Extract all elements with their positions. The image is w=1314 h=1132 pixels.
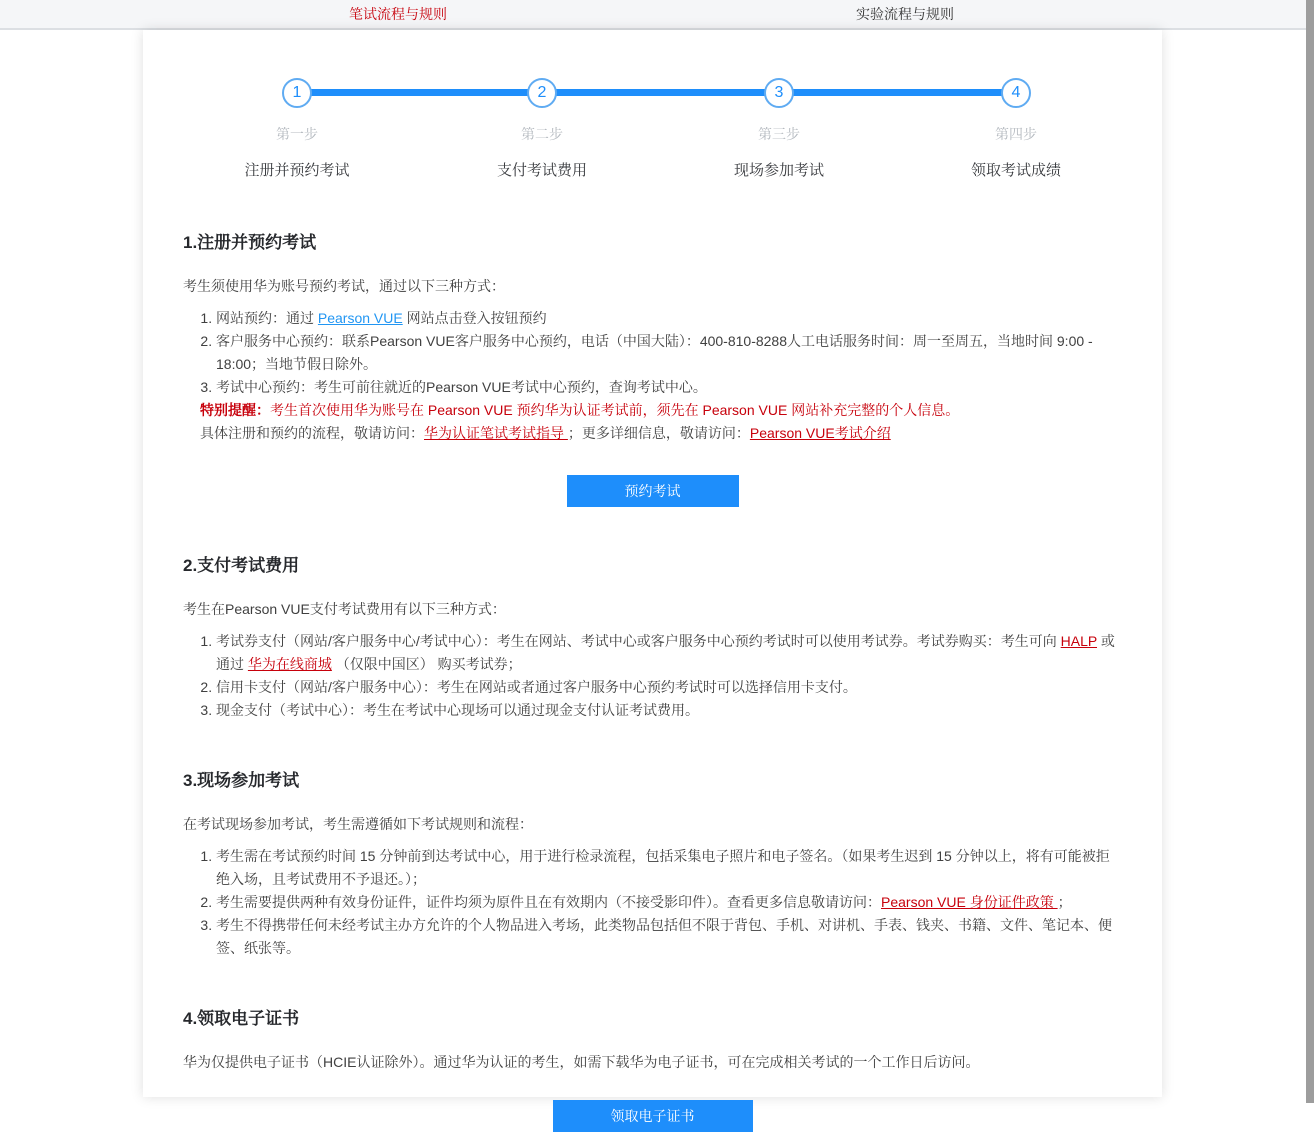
inline-link[interactable]: 华为在线商城 <box>247 656 332 672</box>
list-item <box>216 330 1122 376</box>
list-item <box>216 307 1122 330</box>
text-segment: 考生需在考试预约时间 15 分钟前到达考试中心，用于进行检录流程，包括采集电子照片和电子签名。（如果考生迟到 15 分钟以上，将有可能被拒绝入场，且考试费用不予退还。）； <box>216 848 1110 887</box>
section-2-list <box>183 630 1122 722</box>
text-segment: 考试中心预约：考生可前往就近的Pearson VUE考试中心预约，查询考试中心。 <box>216 379 707 395</box>
text-segment: 网站预约：通过 <box>216 310 318 326</box>
step-2-circle: 2 <box>527 78 557 108</box>
more-info-line <box>183 422 1122 445</box>
inline-link[interactable]: 华为认证笔试考试指导 <box>424 425 568 441</box>
section-3-list <box>183 845 1122 960</box>
stepper-step-1 <box>187 78 407 180</box>
tab-written-exam-rules[interactable]: 笔试流程与规则 <box>349 6 447 22</box>
stepper-step-2 <box>432 78 652 180</box>
inline-link[interactable]: Pearson VUE 身份证件政策 <box>881 894 1058 910</box>
step-4-circle: 4 <box>1001 78 1031 108</box>
step-2-sublabel: 第二步 <box>521 126 563 142</box>
step-1-sublabel: 第一步 <box>276 126 318 142</box>
text-segment: 特别提醒： <box>200 402 270 418</box>
top-tab-bar <box>0 0 1306 30</box>
stepper-step-3 <box>669 78 889 180</box>
card-content <box>143 228 1162 1132</box>
text-segment: 现金支付（考试中心）：考生在考试中心现场可以通过现金支付认证考试费用。 <box>216 702 699 718</box>
step-1-name: 注册并预约考试 <box>244 162 350 179</box>
section-1-intro: 考生须使用华为账号预约考试，通过以下三种方式： <box>183 278 505 294</box>
list-item <box>216 699 1122 722</box>
step-4-sublabel: 第四步 <box>995 126 1037 142</box>
list-item <box>216 376 1122 399</box>
reserve-exam-button[interactable]: 预约考试 <box>567 475 739 507</box>
text-segment: 考生需要提供两种有效身份证件，证件均须为原件且在有效期内（不接受影印件）。查看更多信息敬请访问： <box>216 894 881 910</box>
step-3-sublabel: 第三步 <box>758 126 800 142</box>
inline-link[interactable]: HALP <box>1060 633 1097 649</box>
step-2-name: 支付考试费用 <box>496 162 587 179</box>
text-segment: 考生不得携带任何未经考试主办方允许的个人物品进入考场，此类物品包括但不限于背包、手机、对讲机、手表、钱夹、书籍、文件、笔记本、便签、纸张等。 <box>216 917 1112 956</box>
text-segment: 网站点击登入按钮预约 <box>402 310 547 326</box>
step-1-circle: 1 <box>282 78 312 108</box>
step-4-name: 领取考试成绩 <box>970 162 1061 179</box>
list-item <box>216 676 1122 699</box>
section-3-intro: 在考试现场参加考试，考生需遵循如下考试规则和流程： <box>183 816 533 832</box>
inline-link[interactable]: Pearson VUE考试介绍 <box>749 425 891 441</box>
section-4-heading: 4.领取电子证书 <box>183 1009 300 1028</box>
section-4-intro: 华为仅提供电子证书（HCIE认证除外）。通过华为认证的考生，如需下载华为电子证书，可在完成相关考试的一个工作日后访问。 <box>183 1054 980 1070</box>
section-1-heading: 1.注册并预约考试 <box>183 233 317 252</box>
section-1-list <box>183 307 1122 399</box>
stepper-step-4 <box>906 78 1126 180</box>
text-segment: 客户服务中心预约：联系Pearson VUE客户服务中心预约，电话（中国大陆）：400-810-8288人工电话服务时间：周一至周五，当地时间 9:00 - 18:00；当地节假日除外。 <box>216 333 1093 372</box>
list-item <box>216 845 1122 891</box>
list-item <box>216 891 1122 914</box>
get-certificate-button[interactable]: 领取电子证书 <box>553 1100 753 1132</box>
inline-link[interactable]: Pearson VUE <box>317 310 403 326</box>
vertical-scrollbar[interactable] <box>1306 0 1314 1103</box>
step-3-name: 现场参加考试 <box>733 162 824 179</box>
list-item <box>216 630 1122 676</box>
text-segment: （仅限中国区） 购买考试券； <box>331 656 522 672</box>
section-2-heading: 2.支付考试费用 <box>183 556 300 575</box>
text-segment: ； <box>1057 894 1072 910</box>
text-segment: 信用卡支付（网站/客户服务中心）：考生在网站或者通过客户服务中心预约考试时可以选择信用卡支付。 <box>216 679 857 695</box>
list-item <box>216 914 1122 960</box>
step-3-circle: 3 <box>764 78 794 108</box>
text-segment: 具体注册和预约的流程，敬请访问： <box>200 425 424 441</box>
text-segment: 或通过 <box>216 633 1115 672</box>
section-2-intro: 考生在Pearson VUE支付考试费用有以下三种方式： <box>183 601 506 617</box>
process-stepper <box>244 78 1061 179</box>
section-3-heading: 3.现场参加考试 <box>183 771 300 790</box>
text-segment: ；更多详细信息，敬请访问： <box>567 425 750 441</box>
text-segment: 考生首次使用华为账号在 Pearson VUE 预约华为认证考试前，须先在 Pearson VUE 网站补充完整的个人信息。 <box>270 402 960 418</box>
text-segment: 考试券支付（网站/客户服务中心/考试中心）：考生在网站、考试中心或客户服务中心预约考试时可以使用考试券。考试券购买：考生可向 <box>216 633 1061 649</box>
tab-lab-exam-rules[interactable]: 实验流程与规则 <box>856 6 954 22</box>
content-card <box>143 30 1162 1124</box>
special-reminder <box>183 399 1122 422</box>
